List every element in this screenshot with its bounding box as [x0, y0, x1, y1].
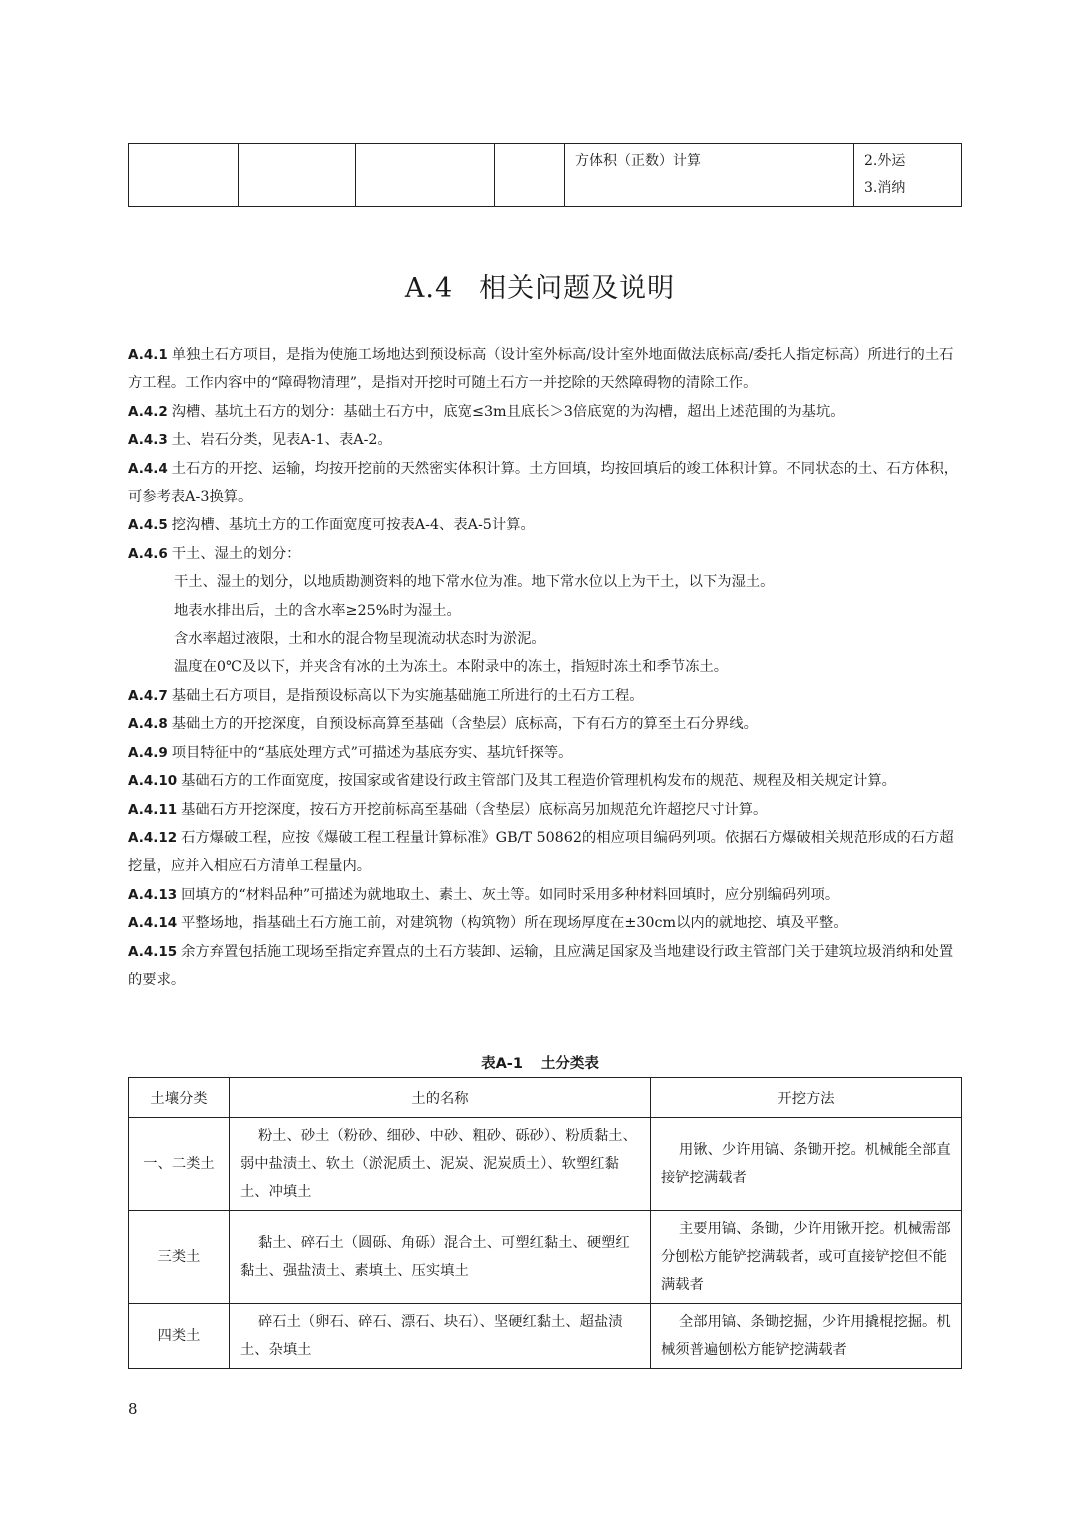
- clause: [128, 824, 964, 881]
- clause-text: 土、岩石分类，见表A-1、表A-2。: [171, 432, 392, 449]
- clause-text: 单独土石方项目，是指为使施工场地达到预设标高（设计室外标高/设计室外地面做法底标高/委托人指定标高）所进行的土石方工程。工作内容中的“障碍物清理”，是指对开挖时可随土石方一并挖除的天然障碍物的清除工作。: [128, 347, 954, 392]
- clause: [128, 398, 964, 426]
- table-number: 表A-1: [481, 1056, 523, 1072]
- clause-number: A.4.3: [128, 432, 168, 449]
- clause: [128, 540, 964, 568]
- clause: [128, 710, 964, 738]
- clause-text: 基础土方的开挖深度，自预设标高算至基础（含垫层）底标高，下有石方的算至土石分界线。: [171, 716, 758, 733]
- table-row: [129, 144, 962, 207]
- table-title: 土分类表: [540, 1056, 599, 1072]
- clause-subline: 地表水排出后，土的含水率≥25%时为湿土。: [174, 602, 461, 619]
- clause: [128, 426, 964, 454]
- clause-list: [128, 341, 964, 994]
- table-cell: [129, 144, 239, 207]
- table-cell-work: [854, 144, 962, 207]
- clause: [128, 511, 964, 539]
- clause-text: 沟槽、基坑土石方的划分：基础土石方中，底宽≤3m且底长＞3倍底宽的为沟槽，超出上述范围的为基坑。: [171, 403, 845, 420]
- clause-number: A.4.9: [128, 744, 168, 761]
- soil-class: 一、二类土: [129, 1118, 230, 1211]
- clause-text: 土石方的开挖、运输，均按开挖前的天然密实体积计算。土方回填，均按回填后的竣工体积计算。不同状态的土、石方体积，可参考表A-3换算。: [128, 460, 959, 506]
- dig-method: 用锹、少许用镐、条锄开挖。机械能全部直接铲挖满载者: [651, 1118, 962, 1211]
- clause: [128, 938, 964, 995]
- clause-number: A.4.11: [128, 801, 178, 818]
- section-title: [0, 266, 1080, 305]
- clause-number: A.4.12: [128, 829, 178, 846]
- clause-text: 余方弃置包括施工现场至指定弃置点的土石方装卸、运输，且应满足国家及当地建设行政主管部门关于建筑垃圾消纳和处置的要求。: [128, 943, 954, 988]
- soil-classification-table: [128, 1077, 962, 1369]
- page-number: 8: [128, 1400, 138, 1418]
- soil-name: 碎石土（卵石、碎石、漂石、块石）、坚硬红黏土、超盐渍土、杂填土: [230, 1304, 651, 1369]
- clause-number: A.4.10: [128, 773, 178, 790]
- dig-method: 主要用镐、条锄，少许用锹开挖。机械需部分刨松方能铲挖满载者，或可直接铲挖但不能满载者: [651, 1211, 962, 1304]
- dig-method: 全部用镐、条锄挖掘，少许用撬棍挖掘。机械须普遍刨松方能铲挖满载者: [651, 1304, 962, 1369]
- clause-text: 回填方的“材料品种”可描述为就地取土、素土、灰土等。如同时采用多种材料回填时，应分别编码列项。: [181, 886, 840, 903]
- table-cell-calc: [565, 144, 854, 207]
- clause-text: 干土、湿土的划分：: [171, 545, 301, 562]
- clause-number: A.4.4: [128, 460, 168, 477]
- clause: [128, 881, 964, 909]
- clause-number: A.4.13: [128, 886, 178, 903]
- clause-text: 基础土石方项目，是指预设标高以下为实施基础施工所进行的土石方工程。: [171, 687, 644, 704]
- clause: [128, 796, 964, 824]
- column-header: 土壤分类: [129, 1078, 230, 1118]
- clause-text: 平整场地，指基础土石方施工前，对建筑物（构筑物）所在现场厚度在±30cm以内的就地挖、填及平整。: [181, 915, 848, 932]
- clause-number: A.4.1: [128, 347, 168, 363]
- clause-text: 挖沟槽、基坑土方的工作面宽度可按表A-4、表A-5计算。: [171, 517, 535, 534]
- soil-class: 四类土: [129, 1304, 230, 1369]
- clause-number: A.4.15: [128, 943, 178, 960]
- clause: [128, 341, 964, 398]
- column-header: 开挖方法: [651, 1078, 962, 1118]
- table-caption: [0, 1052, 1080, 1073]
- soil-name: 粉土、砂土（粉砂、细砂、中砂、粗砂、砾砂）、粉质黏土、弱中盐渍土、软土（淤泥质土、泥炭、泥炭质土）、软塑红黏土、冲填土: [230, 1118, 651, 1211]
- clause-number: A.4.8: [128, 716, 168, 733]
- clause-number: A.4.5: [128, 517, 168, 534]
- clause-number: A.4.6: [128, 545, 168, 562]
- work-item: 2.外运: [864, 153, 906, 169]
- table-row: [129, 1304, 962, 1369]
- calc-text: 方体积（正数）计算: [575, 153, 701, 169]
- section-heading: 相关问题及说明: [479, 273, 676, 304]
- clause-number: A.4.2: [128, 403, 168, 420]
- clause-number: A.4.7: [128, 687, 168, 704]
- clause-number: A.4.14: [128, 915, 178, 932]
- soil-name: 黏土、碎石土（圆砾、角砾）混合土、可塑红黏土、硬塑红黏土、强盐渍土、素填土、压实填土: [230, 1211, 651, 1304]
- table-row: [129, 1118, 962, 1211]
- clause-text: 石方爆破工程，应按《爆破工程工程量计算标准》GB/T 50862的相应项目编码列项。依据石方爆破相关规范形成的石方超挖量，应并入相应石方清单工程量内。: [128, 829, 954, 875]
- table-cell: [356, 144, 495, 207]
- clause-subline: 干土、湿土的划分，以地质勘测资料的地下常水位为准。地下常水位以上为干土，以下为湿土。: [174, 574, 775, 591]
- section-number: A.4: [404, 273, 454, 304]
- clause-subline: 温度在0℃及以下，并夹含有冰的土为冻土。本附录中的冻土，指短时冻土和季节冻土。: [174, 659, 729, 676]
- clause: [128, 767, 964, 795]
- work-item: 3.消纳: [864, 180, 906, 196]
- clause-text: 基础石方开挖深度，按石方开挖前标高至基础（含垫层）底标高另加规范允许超挖尺寸计算。: [181, 801, 768, 818]
- clause: [128, 739, 964, 767]
- table-header-row: [129, 1078, 962, 1118]
- table-cell: [495, 144, 565, 207]
- table-cell: [239, 144, 356, 207]
- continued-table: [128, 143, 962, 207]
- clause-text: 项目特征中的“基底处理方式”可描述为基底夯实、基坑钎探等。: [171, 744, 573, 761]
- clause-text: 基础石方的工作面宽度，按国家或省建设行政主管部门及其工程造价管理机构发布的规范、规程及相关规定计算。: [181, 773, 896, 790]
- clause: [128, 455, 964, 512]
- clause: [128, 909, 964, 937]
- table-row: [129, 1211, 962, 1304]
- column-header: 土的名称: [230, 1078, 651, 1118]
- soil-class: 三类土: [129, 1211, 230, 1304]
- clause-subline: 含水率超过液限，土和水的混合物呈现流动状态时为淤泥。: [174, 631, 546, 648]
- clause: [128, 682, 964, 710]
